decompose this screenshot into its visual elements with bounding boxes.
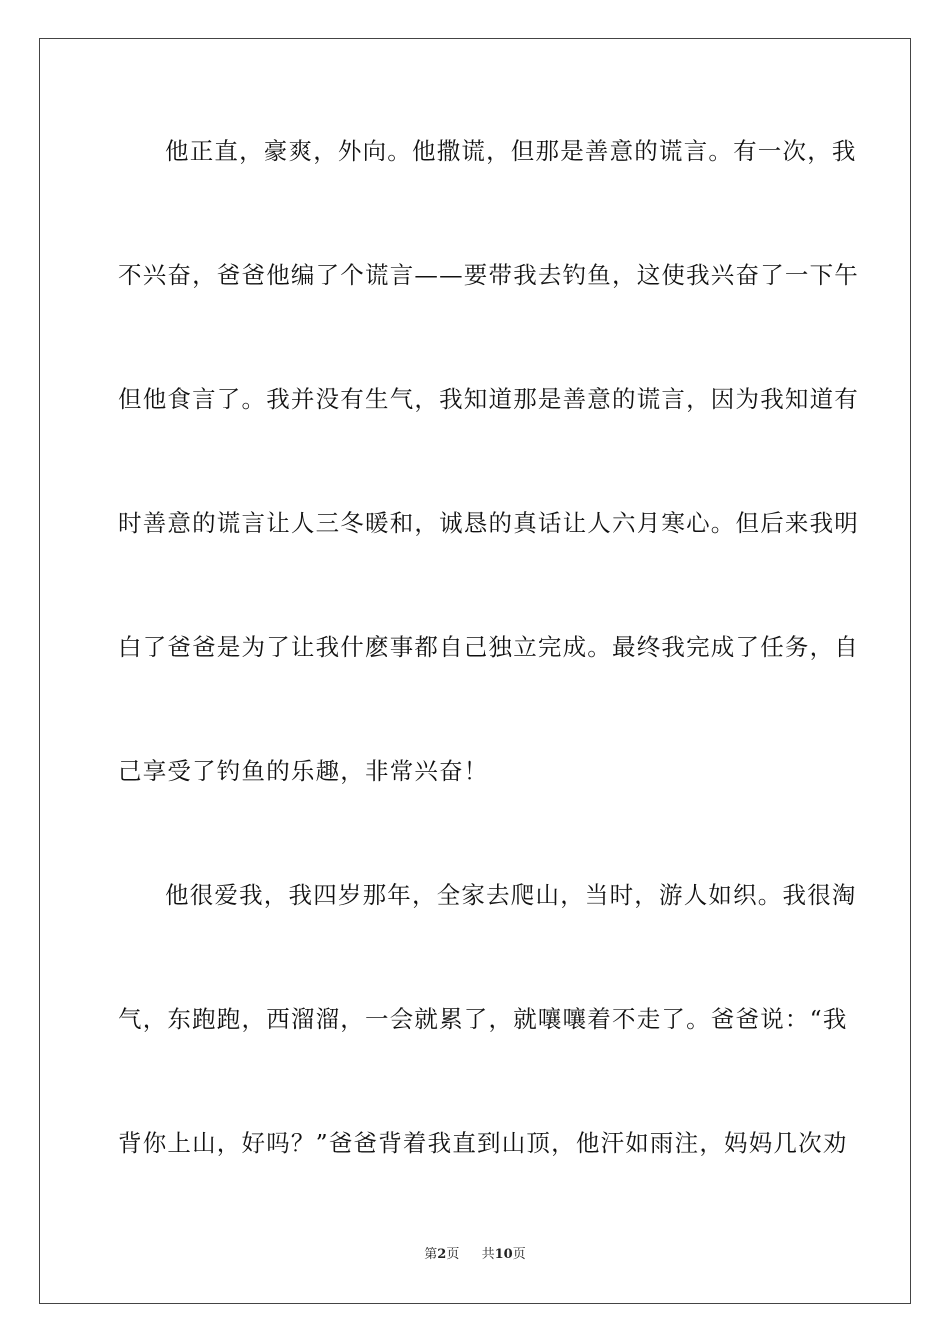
footer-page-suffix: 页 [446, 1247, 460, 1262]
footer-total-prefix: 共 [481, 1247, 495, 1262]
page-footer [0, 1246, 950, 1264]
paragraph-2-line-2: 气，东跑跑，西溜溜，一会就累了，就嚷嚷着不走了。爸爸说：“我 [118, 1005, 848, 1033]
paragraph-1-line-1: 他正直，豪爽，外向。他撒谎，但那是善意的谎言。有一次，我 [165, 137, 857, 165]
paragraph-1-line-3: 但他食言了。我并没有生气，我知道那是善意的谎言，因为我知道有 [118, 385, 859, 413]
paragraph-2-line-1: 他很爱我，我四岁那年，全家去爬山，当时，游人如织。我很淘 [165, 881, 857, 909]
footer-total-number: 10 [494, 1247, 513, 1262]
paragraph-2-line-3: 背你上山，好吗？”爸爸背着我直到山顶，他汗如雨注，妈妈几次劝 [118, 1129, 848, 1157]
footer-total-suffix: 页 [512, 1247, 526, 1262]
paragraph-1-line-4: 时善意的谎言让人三冬暖和，诚恳的真话让人六月寒心。但后来我明 [118, 509, 859, 537]
page-border [39, 38, 911, 1304]
paragraph-1-line-5: 白了爸爸是为了让我什麽事都自己独立完成。最终我完成了任务，自 [118, 633, 859, 661]
paragraph-1-line-2: 不兴奋，爸爸他编了个谎言——要带我去钓鱼，这使我兴奋了一下午 [118, 261, 859, 289]
paragraph-1-line-6: 己享受了钓鱼的乐趣，非常兴奋！ [118, 757, 489, 785]
footer-page-prefix: 第 [424, 1247, 438, 1262]
footer-page-number: 2 [437, 1247, 447, 1262]
